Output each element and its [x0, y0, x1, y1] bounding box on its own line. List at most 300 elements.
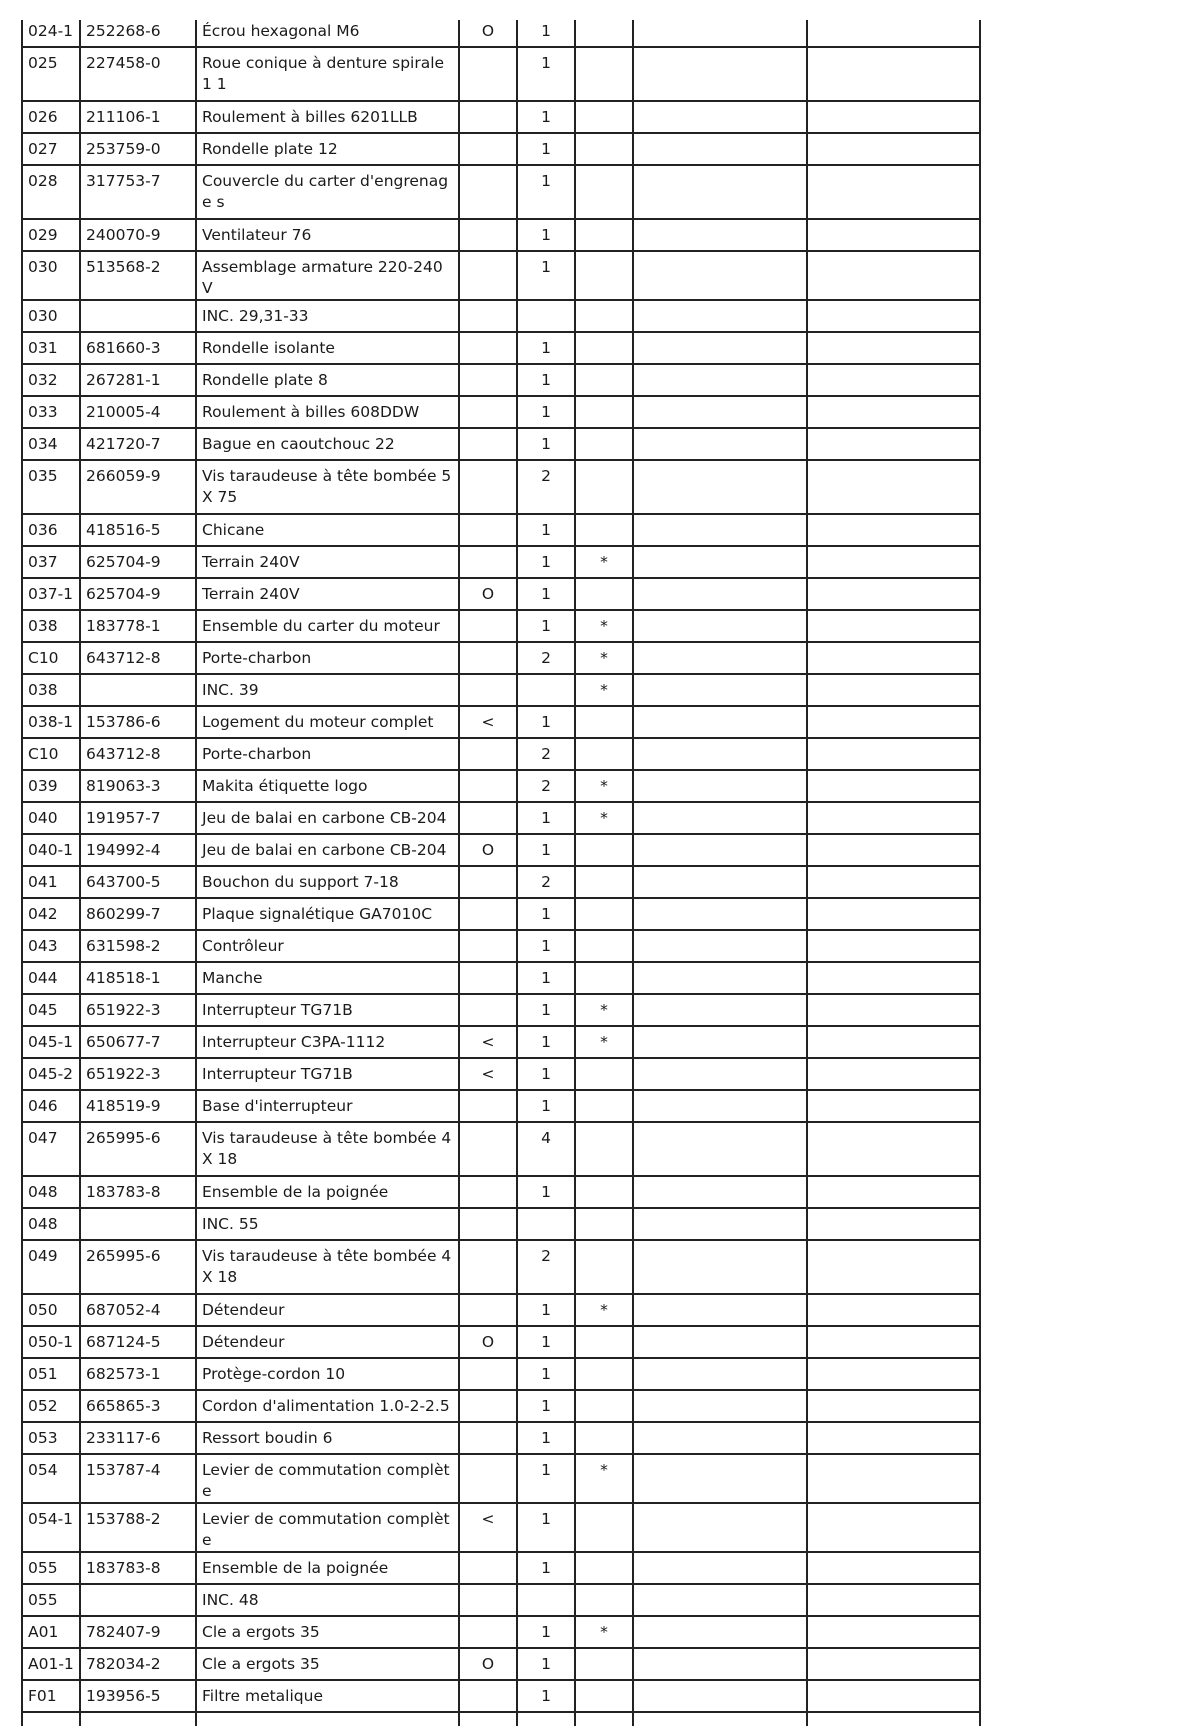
item-number-cell: 030 — [22, 300, 80, 332]
part-flag-cell — [459, 738, 517, 770]
notes-cell — [807, 1176, 980, 1208]
notes-cell — [807, 1390, 980, 1422]
part-mark-cell — [575, 1552, 633, 1584]
notes-cell — [807, 994, 980, 1026]
part-mark-cell: * — [575, 994, 633, 1026]
item-number-cell: 048 — [22, 1176, 80, 1208]
part-mark-cell: * — [575, 642, 633, 674]
part-quantity-cell: 2 — [517, 642, 575, 674]
part-flag-cell: < — [459, 706, 517, 738]
notes-cell — [807, 300, 980, 332]
part-flag-cell — [459, 610, 517, 642]
part-quantity-cell: 4 — [517, 1122, 575, 1176]
parts-list-sheet — [21, 20, 979, 1726]
table-row — [22, 1208, 980, 1240]
table-row — [22, 1648, 980, 1680]
part-description-cell: Contrôleur — [196, 930, 459, 962]
part-description-cell: INC. 55 — [196, 1208, 459, 1240]
part-flag-cell — [459, 930, 517, 962]
notes-cell — [633, 578, 807, 610]
notes-cell — [807, 578, 980, 610]
part-mark-cell — [575, 834, 633, 866]
notes-cell — [633, 930, 807, 962]
part-description-cell: Makita étiquette logo — [196, 770, 459, 802]
notes-cell — [633, 1058, 807, 1090]
item-number-cell: 045 — [22, 994, 80, 1026]
table-row — [22, 1680, 980, 1712]
part-description-cell: Vis taraudeuse à tête bombée 4X 18 — [196, 1240, 459, 1294]
notes-cell — [633, 332, 807, 364]
notes-cell — [807, 514, 980, 546]
part-mark-cell — [575, 332, 633, 364]
notes-cell — [633, 1358, 807, 1390]
part-flag-cell — [459, 898, 517, 930]
item-number-cell: 024-1 — [22, 20, 80, 47]
part-quantity-cell: 1 — [517, 1680, 575, 1712]
part-reference-cell: 183783-8 — [80, 1552, 196, 1584]
part-reference-cell: 418519-9 — [80, 1090, 196, 1122]
part-mark-cell — [575, 514, 633, 546]
item-number-cell: 040-1 — [22, 834, 80, 866]
part-description-cell: Manche — [196, 962, 459, 994]
part-flag-cell — [459, 133, 517, 165]
notes-cell — [807, 1294, 980, 1326]
item-number-cell: 025 — [22, 47, 80, 101]
part-quantity-cell: 1 — [517, 1390, 575, 1422]
notes-cell — [633, 706, 807, 738]
part-description-cell: Détendeur — [196, 1326, 459, 1358]
part-reference-cell: 266059-9 — [80, 460, 196, 514]
table-row — [22, 1122, 980, 1176]
part-description-cell: Roue conique à denture spirale 1 1 — [196, 47, 459, 101]
part-flag-cell — [459, 770, 517, 802]
part-flag-cell — [459, 1584, 517, 1616]
part-mark-cell — [575, 101, 633, 133]
notes-cell — [633, 101, 807, 133]
part-quantity-cell: 2 — [517, 770, 575, 802]
notes-cell — [807, 1616, 980, 1648]
part-quantity-cell: 1 — [517, 364, 575, 396]
part-quantity-cell: 1 — [517, 428, 575, 460]
part-quantity-cell: 1 — [517, 898, 575, 930]
part-flag-cell — [459, 1390, 517, 1422]
table-row — [22, 578, 980, 610]
part-flag-cell: < — [459, 1503, 517, 1552]
part-reference-cell: 651922-3 — [80, 1058, 196, 1090]
part-flag-cell — [459, 1454, 517, 1503]
notes-cell — [807, 834, 980, 866]
table-row — [22, 1503, 980, 1552]
notes-cell — [807, 706, 980, 738]
part-reference-cell: 687124-5 — [80, 1326, 196, 1358]
part-reference-cell: 643712-8 — [80, 738, 196, 770]
part-flag-cell — [459, 1240, 517, 1294]
table-row — [22, 994, 980, 1026]
item-number-cell: 051 — [22, 1358, 80, 1390]
part-mark-cell — [575, 1176, 633, 1208]
table-row — [22, 101, 980, 133]
notes-cell — [807, 610, 980, 642]
part-flag-cell — [459, 962, 517, 994]
part-flag-cell: O — [459, 1326, 517, 1358]
table-row — [22, 133, 980, 165]
item-number-cell: 036 — [22, 514, 80, 546]
item-number-cell: F01 — [22, 1680, 80, 1712]
part-flag-cell: < — [459, 1058, 517, 1090]
item-number-cell: 041 — [22, 866, 80, 898]
item-number-cell: 038 — [22, 610, 80, 642]
part-mark-cell — [575, 1358, 633, 1390]
table-row — [22, 866, 980, 898]
notes-cell — [633, 1648, 807, 1680]
part-reference-cell: 193956-5 — [80, 1680, 196, 1712]
part-flag-cell — [459, 1090, 517, 1122]
item-number-cell: 040 — [22, 802, 80, 834]
part-description-cell: Ventilateur 76 — [196, 219, 459, 251]
notes-cell — [807, 428, 980, 460]
part-reference-cell: 317753-7 — [80, 165, 196, 219]
item-number-cell: C10 — [22, 738, 80, 770]
part-reference-cell: 682573-1 — [80, 1358, 196, 1390]
part-flag-cell — [459, 460, 517, 514]
part-reference-cell: 194992-4 — [80, 834, 196, 866]
part-quantity-cell: 1 — [517, 47, 575, 101]
notes-cell — [807, 1090, 980, 1122]
item-number-cell: 055 — [22, 1552, 80, 1584]
part-description-cell: Jeu de balai en carbone CB-204 — [196, 802, 459, 834]
notes-cell — [633, 1390, 807, 1422]
table-row — [22, 706, 980, 738]
part-flag-cell: O — [459, 578, 517, 610]
item-number-cell: A01-1 — [22, 1648, 80, 1680]
part-quantity-cell: 1 — [517, 546, 575, 578]
table-row — [22, 364, 980, 396]
table-row — [22, 898, 980, 930]
notes-cell — [807, 1454, 980, 1503]
notes-cell — [633, 460, 807, 514]
table-row — [22, 251, 980, 300]
part-flag-cell — [459, 219, 517, 251]
part-reference-cell: 687052-4 — [80, 1294, 196, 1326]
part-description-cell: Chicane — [196, 514, 459, 546]
part-reference-cell: 210005-4 — [80, 396, 196, 428]
item-number-cell: 045-2 — [22, 1058, 80, 1090]
part-reference-cell: 782034-2 — [80, 1648, 196, 1680]
part-reference-cell: 191957-7 — [80, 802, 196, 834]
part-description-cell: Assemblage armature 220-240V — [196, 251, 459, 300]
notes-cell — [633, 1326, 807, 1358]
notes-cell — [633, 546, 807, 578]
part-description-cell: Ressort boudin 6 — [196, 1422, 459, 1454]
notes-cell — [633, 642, 807, 674]
part-flag-cell — [459, 802, 517, 834]
part-flag-cell — [459, 514, 517, 546]
notes-cell — [633, 364, 807, 396]
part-description-cell: Porte-charbon — [196, 642, 459, 674]
part-description-cell: Protège-cordon 10 — [196, 1358, 459, 1390]
part-mark-cell — [575, 866, 633, 898]
empty-cell — [196, 1712, 459, 1726]
part-description-cell: Bague en caoutchouc 22 — [196, 428, 459, 460]
part-reference-cell: 211106-1 — [80, 101, 196, 133]
table-row — [22, 1454, 980, 1503]
part-mark-cell — [575, 1090, 633, 1122]
notes-cell — [633, 1026, 807, 1058]
notes-cell — [633, 133, 807, 165]
part-reference-cell: 253759-0 — [80, 133, 196, 165]
part-mark-cell: * — [575, 802, 633, 834]
part-quantity-cell: 1 — [517, 1176, 575, 1208]
part-flag-cell — [459, 165, 517, 219]
notes-cell — [633, 1680, 807, 1712]
table-row — [22, 47, 980, 101]
part-reference-cell: 153786-6 — [80, 706, 196, 738]
part-description-cell: Rondelle isolante — [196, 332, 459, 364]
part-mark-cell — [575, 1058, 633, 1090]
part-mark-cell — [575, 1240, 633, 1294]
part-flag-cell: O — [459, 20, 517, 47]
notes-cell — [807, 1648, 980, 1680]
notes-cell — [807, 1680, 980, 1712]
table-row — [22, 1176, 980, 1208]
part-mark-cell — [575, 460, 633, 514]
part-quantity-cell: 1 — [517, 165, 575, 219]
notes-cell — [807, 1208, 980, 1240]
notes-cell — [807, 364, 980, 396]
part-mark-cell — [575, 251, 633, 300]
part-flag-cell — [459, 642, 517, 674]
part-reference-cell: 227458-0 — [80, 47, 196, 101]
notes-cell — [807, 396, 980, 428]
part-reference-cell — [80, 674, 196, 706]
notes-cell — [633, 610, 807, 642]
table-row — [22, 1422, 980, 1454]
part-description-cell: INC. 29,31-33 — [196, 300, 459, 332]
item-number-cell: 033 — [22, 396, 80, 428]
part-flag-cell — [459, 332, 517, 364]
notes-cell — [633, 1294, 807, 1326]
part-quantity-cell: 1 — [517, 834, 575, 866]
part-quantity-cell: 1 — [517, 930, 575, 962]
part-mark-cell — [575, 930, 633, 962]
part-description-cell: Ensemble de la poignée — [196, 1552, 459, 1584]
part-flag-cell — [459, 1176, 517, 1208]
part-description-cell: Interrupteur TG71B — [196, 994, 459, 1026]
part-flag-cell — [459, 428, 517, 460]
part-quantity-cell: 1 — [517, 1294, 575, 1326]
item-number-cell: 038-1 — [22, 706, 80, 738]
part-quantity-cell: 1 — [517, 1454, 575, 1503]
part-reference-cell: 650677-7 — [80, 1026, 196, 1058]
item-number-cell: 054 — [22, 1454, 80, 1503]
part-description-cell: Levier de commutation complète — [196, 1503, 459, 1552]
part-quantity-cell: 1 — [517, 514, 575, 546]
part-mark-cell — [575, 706, 633, 738]
item-number-cell: 029 — [22, 219, 80, 251]
part-flag-cell — [459, 1208, 517, 1240]
item-number-cell: 047 — [22, 1122, 80, 1176]
part-description-cell: Base d'interrupteur — [196, 1090, 459, 1122]
notes-cell — [807, 642, 980, 674]
part-reference-cell: 153787-4 — [80, 1454, 196, 1503]
notes-cell — [807, 1026, 980, 1058]
notes-cell — [807, 219, 980, 251]
part-reference-cell: 665865-3 — [80, 1390, 196, 1422]
part-mark-cell — [575, 47, 633, 101]
part-quantity-cell: 1 — [517, 610, 575, 642]
table-row — [22, 1616, 980, 1648]
part-reference-cell: 625704-9 — [80, 578, 196, 610]
notes-cell — [633, 1616, 807, 1648]
item-number-cell: 027 — [22, 133, 80, 165]
part-description-cell: Bouchon du support 7-18 — [196, 866, 459, 898]
item-number-cell: 031 — [22, 332, 80, 364]
part-flag-cell — [459, 674, 517, 706]
notes-cell — [633, 251, 807, 300]
part-quantity-cell: 2 — [517, 1240, 575, 1294]
part-quantity-cell: 1 — [517, 20, 575, 47]
item-number-cell: 042 — [22, 898, 80, 930]
part-flag-cell — [459, 300, 517, 332]
part-description-cell: Terrain 240V — [196, 578, 459, 610]
notes-cell — [633, 994, 807, 1026]
table-row — [22, 738, 980, 770]
part-flag-cell — [459, 994, 517, 1026]
part-quantity-cell: 1 — [517, 251, 575, 300]
notes-cell — [807, 802, 980, 834]
part-description-cell: Détendeur — [196, 1294, 459, 1326]
part-quantity-cell: 1 — [517, 994, 575, 1026]
notes-cell — [633, 300, 807, 332]
table-row — [22, 428, 980, 460]
notes-cell — [633, 1240, 807, 1294]
item-number-cell: 054-1 — [22, 1503, 80, 1552]
part-description-cell: Cle a ergots 35 — [196, 1616, 459, 1648]
notes-cell — [633, 674, 807, 706]
item-number-cell: A01 — [22, 1616, 80, 1648]
part-reference-cell — [80, 1208, 196, 1240]
part-mark-cell: * — [575, 610, 633, 642]
part-flag-cell — [459, 1552, 517, 1584]
table-row — [22, 546, 980, 578]
table-row — [22, 1058, 980, 1090]
table-row — [22, 1240, 980, 1294]
part-flag-cell: O — [459, 1648, 517, 1680]
part-reference-cell: 643700-5 — [80, 866, 196, 898]
part-mark-cell — [575, 219, 633, 251]
part-flag-cell: O — [459, 834, 517, 866]
notes-cell — [633, 514, 807, 546]
notes-cell — [633, 962, 807, 994]
part-mark-cell — [575, 1326, 633, 1358]
table-row — [22, 962, 980, 994]
table-row — [22, 1584, 980, 1616]
notes-cell — [807, 460, 980, 514]
notes-cell — [633, 1503, 807, 1552]
part-reference-cell: 240070-9 — [80, 219, 196, 251]
notes-cell — [633, 396, 807, 428]
table-row — [22, 219, 980, 251]
part-description-cell: Couvercle du carter d'engrenage s — [196, 165, 459, 219]
part-description-cell: Vis taraudeuse à tête bombée 4X 18 — [196, 1122, 459, 1176]
notes-cell — [807, 898, 980, 930]
part-flag-cell — [459, 1422, 517, 1454]
notes-cell — [807, 332, 980, 364]
part-quantity-cell: 2 — [517, 866, 575, 898]
table-row — [22, 674, 980, 706]
parts-table-body — [22, 20, 980, 1726]
part-description-cell: Roulement à billes 608DDW — [196, 396, 459, 428]
part-description-cell: Levier de commutation complète — [196, 1454, 459, 1503]
notes-cell — [633, 1090, 807, 1122]
notes-cell — [633, 738, 807, 770]
item-number-cell: 049 — [22, 1240, 80, 1294]
notes-cell — [633, 165, 807, 219]
part-mark-cell — [575, 738, 633, 770]
notes-cell — [633, 770, 807, 802]
part-flag-cell — [459, 364, 517, 396]
part-flag-cell — [459, 101, 517, 133]
empty-cell — [575, 1712, 633, 1726]
item-number-cell: C10 — [22, 642, 80, 674]
part-mark-cell — [575, 396, 633, 428]
part-mark-cell — [575, 1680, 633, 1712]
part-description-cell: Cordon d'alimentation 1.0-2-2.5 — [196, 1390, 459, 1422]
parts-table — [21, 20, 981, 1726]
notes-cell — [807, 1503, 980, 1552]
part-reference-cell: 513568-2 — [80, 251, 196, 300]
part-reference-cell: 233117-6 — [80, 1422, 196, 1454]
notes-cell — [807, 930, 980, 962]
table-row — [22, 332, 980, 364]
part-reference-cell: 183778-1 — [80, 610, 196, 642]
part-reference-cell: 631598-2 — [80, 930, 196, 962]
table-row — [22, 514, 980, 546]
part-mark-cell — [575, 364, 633, 396]
notes-cell — [807, 133, 980, 165]
notes-cell — [633, 802, 807, 834]
notes-cell — [633, 834, 807, 866]
part-reference-cell: 625704-9 — [80, 546, 196, 578]
part-mark-cell — [575, 1422, 633, 1454]
part-quantity-cell: 1 — [517, 332, 575, 364]
notes-cell — [807, 1240, 980, 1294]
item-number-cell: 045-1 — [22, 1026, 80, 1058]
empty-cell — [22, 1712, 80, 1726]
table-row — [22, 396, 980, 428]
part-quantity-cell: 1 — [517, 706, 575, 738]
item-number-cell: 050-1 — [22, 1326, 80, 1358]
part-mark-cell: * — [575, 1616, 633, 1648]
part-description-cell: Jeu de balai en carbone CB-204 — [196, 834, 459, 866]
table-row — [22, 300, 980, 332]
part-description-cell: INC. 39 — [196, 674, 459, 706]
notes-cell — [807, 101, 980, 133]
part-description-cell: Filtre metalique — [196, 1680, 459, 1712]
notes-cell — [807, 738, 980, 770]
empty-cell — [459, 1712, 517, 1726]
part-mark-cell — [575, 20, 633, 47]
notes-cell — [807, 47, 980, 101]
part-quantity-cell: 2 — [517, 738, 575, 770]
part-flag-cell — [459, 1680, 517, 1712]
part-description-cell: Ensemble du carter du moteur — [196, 610, 459, 642]
part-reference-cell: 860299-7 — [80, 898, 196, 930]
part-reference-cell: 643712-8 — [80, 642, 196, 674]
part-reference-cell: 267281-1 — [80, 364, 196, 396]
item-number-cell: 037-1 — [22, 578, 80, 610]
part-mark-cell — [575, 300, 633, 332]
